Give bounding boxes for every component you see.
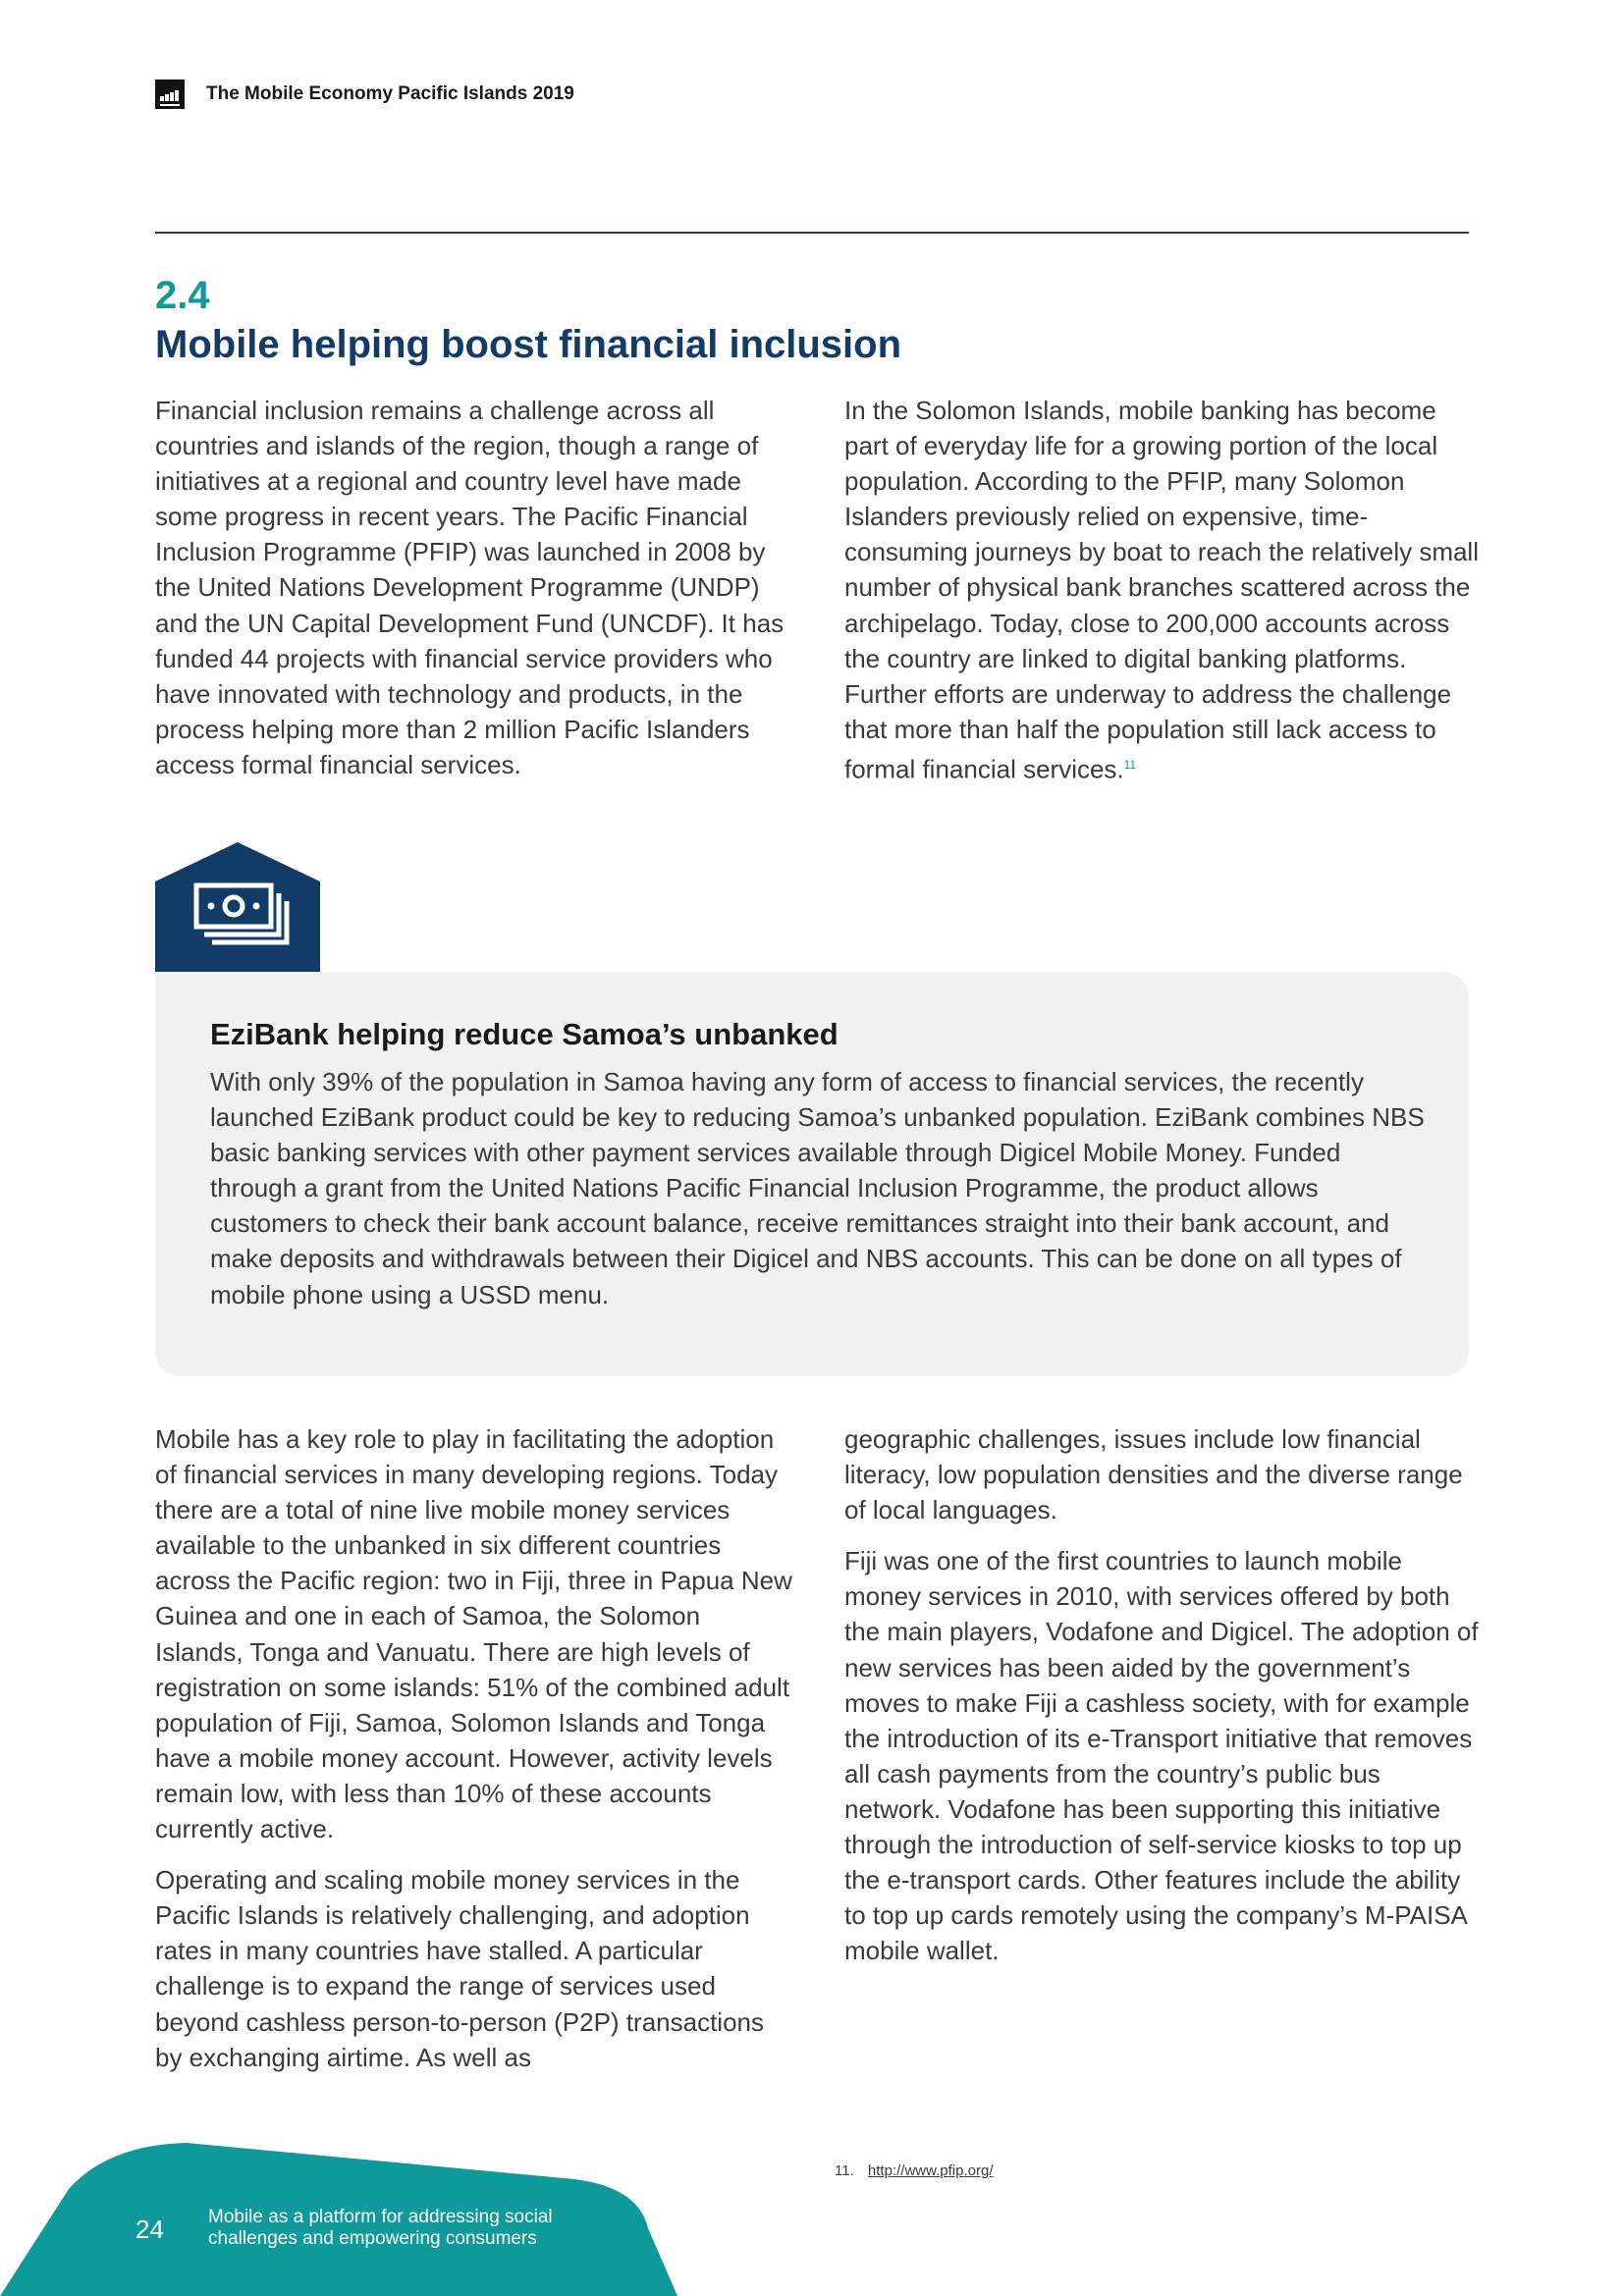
gsma-logo-icon — [155, 80, 185, 109]
section-title: Mobile helping boost financial inclusion — [155, 323, 902, 366]
body-left-column — [155, 1421, 793, 2091]
case-study-box — [155, 972, 1469, 1376]
body-right-paragraph-1: geographic challenges, issues include low financial literacy, low population densities and the diverse range of local languages. — [844, 1424, 1463, 1525]
body-right-column — [844, 1421, 1483, 1984]
page-header — [155, 79, 574, 110]
footnote-reference[interactable]: 11 — [1123, 757, 1137, 772]
footer-text: Mobile as a platform for addressing social challenges and empowering consumers — [208, 2207, 553, 2249]
body-right-paragraph-2: Fiji was one of the first countries to launch mobile money services in 2010, with services offered by both the main players, Vodafone and Digicel. The adoption of new services has been aided by the government’s moves to make Fiji a cashless society, with for example the introduction of its e-Transport initiative that removes all cash payments from the country’s public bus network. Vodafone has been supporting this initiative through the introduction of self-service kiosks to top up the e-transport cards. Other features include the ability to top up cards remotely using the company’s M-PAISA mobile wallet. — [844, 1546, 1479, 1966]
intro-right-paragraph — [844, 393, 1483, 787]
header-divider — [155, 232, 1469, 234]
section-number: 2.4 — [155, 274, 210, 317]
intro-left-paragraph: Financial inclusion remains a challenge across all countries and islands of the region, though a range of initiatives at a regional and country level have made some progress in recent years. The Pacific Financial Inclusion Programme (PFIP) was launched in 2008 by the United Nations Development Programme (UNDP) and the UN Capital Development Fund (UNCDF). It has funded 44 projects with financial service providers who have innovated with technology and products, in the process helping more than 2 million Pacific Islanders access formal financial services. — [155, 396, 785, 779]
document-title: The Mobile Economy Pacific Islands 2019 — [206, 83, 574, 104]
case-study-title: EziBank helping reduce Samoa’s unbanked — [210, 1017, 839, 1051]
intro-left-column — [155, 393, 793, 798]
intro-right-column — [844, 393, 1483, 803]
intro-right-text: In the Solomon Islands, mobile banking has become part of everyday life for a growing portion of the local population. According to the PFIP, many Solomon Islanders previously relied on expensive, time-consuming journeys by boat to reach the relatively small number of physical bank branches scattered across the archipelago. Today, close to 200,000 accounts across the country are linked to digital banking platforms. Further efforts are underway to address the challenge that more than half the population still lack access to formal financial services. — [844, 396, 1479, 784]
footnote-link[interactable]: http://www.pfip.org/ — [867, 2163, 994, 2179]
body-left-paragraph-2: Operating and scaling mobile money services in the Pacific Islands is relatively challenging, and adoption rates in many countries have stalled. A particular challenge is to expand the range of services used beyond cashless person-to-person (P2P) transactions by exchanging airtime. As well as — [155, 1865, 764, 2072]
body-left-paragraph-1: Mobile has a key role to play in facilitating the adoption of financial services in many developing regions. Today there are a total of nine live mobile money services available to the unbanked in six different countries across the Pacific region: two in Fiji, three in Papua New Guinea and one in each of Samoa, the Solomon Islands, Tonga and Vanuatu. There are high levels of registration on some islands: 51% of the combined adult population of Fiji, Samoa, Solomon Islands and Tonga have a mobile money account. However, activity levels remain low, with less than 10% of these accounts currently active. — [155, 1424, 792, 1844]
footnote-number: 11. — [835, 2163, 854, 2179]
footnote — [835, 2163, 993, 2179]
case-study-text: With only 39% of the population in Samoa having any form of access to financial services, the recently launched EziBank product could be key to reducing Samoa’s unbanked population. EziBank combines NBS basic banking services with other payment services available through Digicel Mobile Money. Funded through a grant from the United Nations Pacific Financial Inclusion Programme, the product allows customers to check their bank account balance, receive remittances straight into their bank account, and make deposits and withdrawals between their Digicel and NBS accounts. This can be done on all types of mobile phone using a USSD menu. — [210, 1067, 1425, 1309]
money-notes-icon — [155, 842, 320, 975]
page-number: 24 — [135, 2215, 164, 2244]
